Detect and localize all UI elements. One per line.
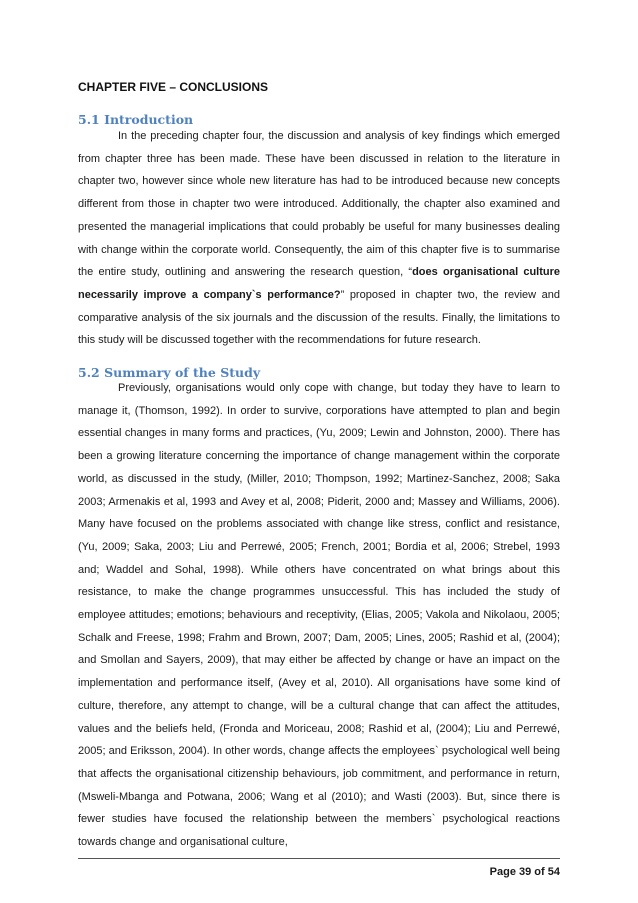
section-heading-summary: 5.2 Summary of the Study [78,365,261,380]
summary-paragraph: Previously, organisations would only cope with change, but today they have to learn to manage it, (Thomson, 1992). In order to survive, corporations have attempted to plan and begin essential changes in many forms and practices, (Yu, 2009; Lewin and Johnston, 2000). There has been a growing literature concerning the importance of change management within the corporate world, as discussed in the study, (Miller, 2010; Thompson, 1992; Martinez-Sanchez, 2008; Saka 2003; Armenakis et al, 1993 and Avey et al, 2008; Piderit, 2000 and; Massey and Williams, 2006). Many have focused on the problems associated with change like stress, conflict and resistance, (Yu, 2009; Saka, 2003; Liu and Perrewé, 2005; French, 2001; Bordia et al, 2006; Strebel, 1993 and; Waddel and Sohal, 1998). While others have concentrated on what brings about this resistance, to make the change programmes unsuccessful. This has included the study of employee attitudes; emotions; behaviours and receptivity, (Elias, 2005; Vakola and Nikolaou, 2005; Schalk and Freese, 1998; Frahm and Brown, 2007; Dam, 2005; Lines, 2005; Rashid et al, (2004); and Smollan and Sayers, 2009), that may either be affected by change or have an impact on the implementation and performance itself, (Avey et al, 2010). All organisations have some kind of culture, therefore, any attempt to change, will be a cultural change that can affect the attitudes, values and the beliefs held, (Fronda and Moriceau, 2008; Rashid et al, (2004); Liu and Perrewé, 2005; and Eriksson, 2004). In other words, change affects the employees` psychological well being that affects the organisational citizenship behaviours, job commitment, and performance in return, (Msweli-Mbanga and Potwana, 2006; Wang et al (2010); and Wasti (2003). But, since there is fewer studies have focused the relationship between the members` psychological reactions towards change and organisational culture, [78,382,560,849]
chapter-title: CHAPTER FIVE – CONCLUSIONS [78,80,269,94]
introduction-paragraph [78,125,560,352]
research-question: does organisational culture necessarily improve a company`s performance? [78,266,561,301]
footer-divider [78,858,560,859]
introduction-text-before: In the preceding chapter four, the discussion and analysis of key findings which emerged from chapter three has been made. These have been discussed in relation to the literature in chapter two, however since whole new literature has had to be introduced because new concepts different from those in chapter two were introduced. Additionally, the chapter also examined and presented the managerial implications that could probably be useful for many businesses dealing with change within the corporate world. Consequently, the aim of this chapter five is to summarise the entire study, outlining and answering the research question, “ [78,130,560,279]
page-number: Page 39 of 54 [489,866,560,878]
section-heading-introduction: 5.1 Introduction [78,112,194,127]
introduction-text-after: ” proposed in chapter two, the review and comparative analysis of the six journals and the discussion of the results. Finally, the limitations to this study will be discussed together with the recommendations for future research. [78,288,560,347]
